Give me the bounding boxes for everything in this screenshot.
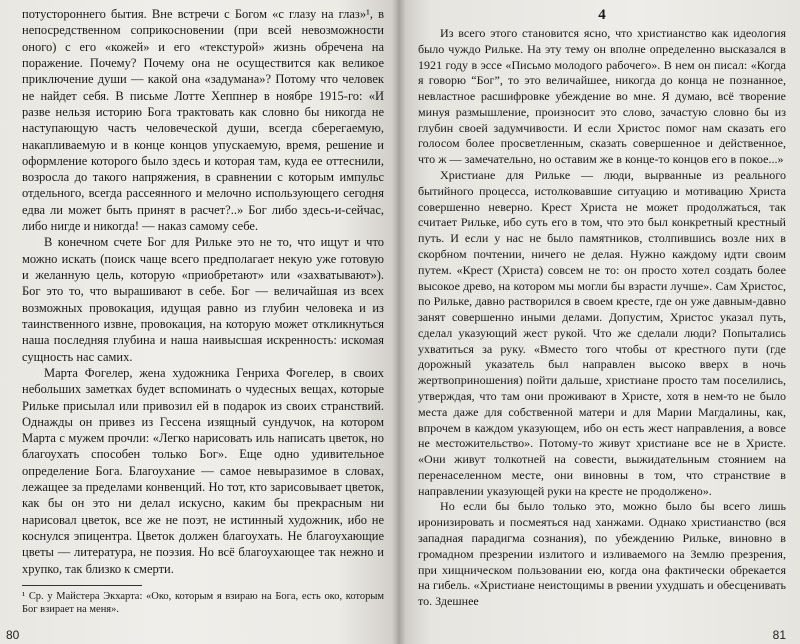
paragraph: Но если бы было только это, можно было бы всего лишь иронизировать и посмеяться над ханжами. Однако христианство (вся западная парадигма сознания), по убеждению Рильке, виновно в громадном презрении излитого и изливаемого на Землю презрения, при хищническом пользовании ею, когда она фактически обрекается на гибель. «Христиане неистощимы в рвении ухудшать и обесценивать то. Здешнее xyxy=(418,499,786,609)
paragraph: Из всего этого становится ясно, что христианство как идеология было чуждо Рильке. На эту тему он вполне определенно высказался в 1921 году в эссе «Письмо молодого рабочего». В нем он писал: «Когда я говорю “Бог”, то это величайшее, никогда до конца не познанное, невластное расшифровке убеждение во мне. Я думаю, всё творение минуя размышление, произносит это слово, зачастую словно бы из глубин своей задумчивости. И если Христос помог нам сказать его голосом более просветленным, сказать совершенное и действенное, что ж — замечательно, но оставим же в конце-то концов его в покое...» xyxy=(418,26,786,167)
paragraph: потустороннего бытия. Вне встречи с Богом «с глазу на глаз»¹, в непосредственном соприкосновении (при всей невозможности оного) с его «кожей» и его «текстурой» жизнь обречена на поражение. Почему? Почему она не осуществится как великое приключение души — какой она «задумана»? Потому что человек не найдет себя. В письме Лотте Хеппнер в ноябре 1915-го: «И разве нельзя историю Бога трактовать как словно бы никогда не наступающую часть человеческой души, всегда сберегаемую, накапливаемую и в конце концов упускаемую, время, решение и оформление которого было здесь и которая там, куда ее оттеснили, возросла до такого напряжения, в сравнении с которым импульс отдельного, всегда рассеянного и мелочно использующего сегодня едва ли может быть принят в расчет?..» Бог либо здесь-и-сейчас, либо нигде и никогда! — наказ самому себе. xyxy=(22,7,384,234)
left-page xyxy=(0,0,398,644)
footnote-rule xyxy=(22,585,142,586)
paragraph: Марта Фогелер, жена художника Генриха Фогелер, в своих небольших заметках будет вспоминать о чудесных вещах, которые Рильке присылал или привозил ей в подарок из своих странствий. Однажды он привез из Гессена изящный сундучок, на котором Марта с мужем прочли: «Легко нарисовать иль написать цветок, но благоухать способен только Бог». Еще одно удивительное определение Бога. Благоухание — самое невыразимое в словах, лежащее за пределами конвенций. Но тот, кто зарисовывает цветок, как бы он это ни делал искусно, каким бы прекрасным ни нарисовал цветок, все же не поэт, не истинный художник, ибо не коснулся эпицентра. Цветок должен благоухать. Не благоухающие цветы — литература, не поэзия. Но всё благоухающее так нежно и хрупко, так близко к смерти. xyxy=(22,365,384,576)
page-number-left: 80 xyxy=(6,628,20,642)
chapter-number: 4 xyxy=(598,7,606,23)
paragraph: Христиане для Рильке — люди, вырванные из реального бытийного процесса, истолковавшие ситуацию и мотивацию Христа совершенно неверно. Крест Христа не может продолжаться, так считает Рильке, ибо суть его в том, что это был конкретный крестный путь. И если у нас не было памятников, столпившись возле них в скорбном почтении, ничего не делая. Нужно каждому идти своим путем. «Крест (Христа) совсем не то: он просто хотел создать более высокое древо, на котором мы могли бы взрасти лучше». Сам Христос, по Рильке, давно растворился в своем кресте, где он уже давным-давно занят совершенно иными делами. Допустим, Христос указал путь, сделал указующий жест рукой. Что же сделали люди? Попытались ухватиться за руку. «Вместо того чтобы от крестного пути (где дорожный указатель был направлен высоко вверх в ночь жертвоприношения) пойти дальше, христиане просто там поселились, утверждая, что там они проживают в Христе, хотя в нем-то не было места даже для собственной матери и для Марии Магдалины, как, впрочем в каждом указующем, ибо он есть жест направления, а вовсе не местожительство». Потому-то живут христиане все не в Христе. «Они живут толкотней на совести, выжидательным стоянием на перенаселенном месте, они виновны в том, что странствие в направлении указующей руки на кресте не продолжено». xyxy=(418,168,786,498)
paragraph: В конечном счете Бог для Рильке это не то, что ищут и что можно искать (поиск чаще всего предполагает некую уже готовую и желанную цель, которую «приобретают» или «захватывают»). Бог это то, что вырашивают в себе. Бог — величайшая из всех возможных провокация, идущая равно из глубин человека и из таинственного извне, провокация, на которую может откликнуться наша последняя глубина и наша наивысшая искренность: искомая сущность нас самих. xyxy=(22,235,384,364)
page-number-right: 81 xyxy=(772,628,786,642)
right-page xyxy=(398,0,800,644)
footnote: ¹ Ср. у Майстера Экхарта: «Око, которым я взираю на Бога, есть око, которым Бог взирает на меня». xyxy=(22,590,384,616)
right-page-text xyxy=(418,26,786,610)
left-page-text xyxy=(22,6,384,577)
